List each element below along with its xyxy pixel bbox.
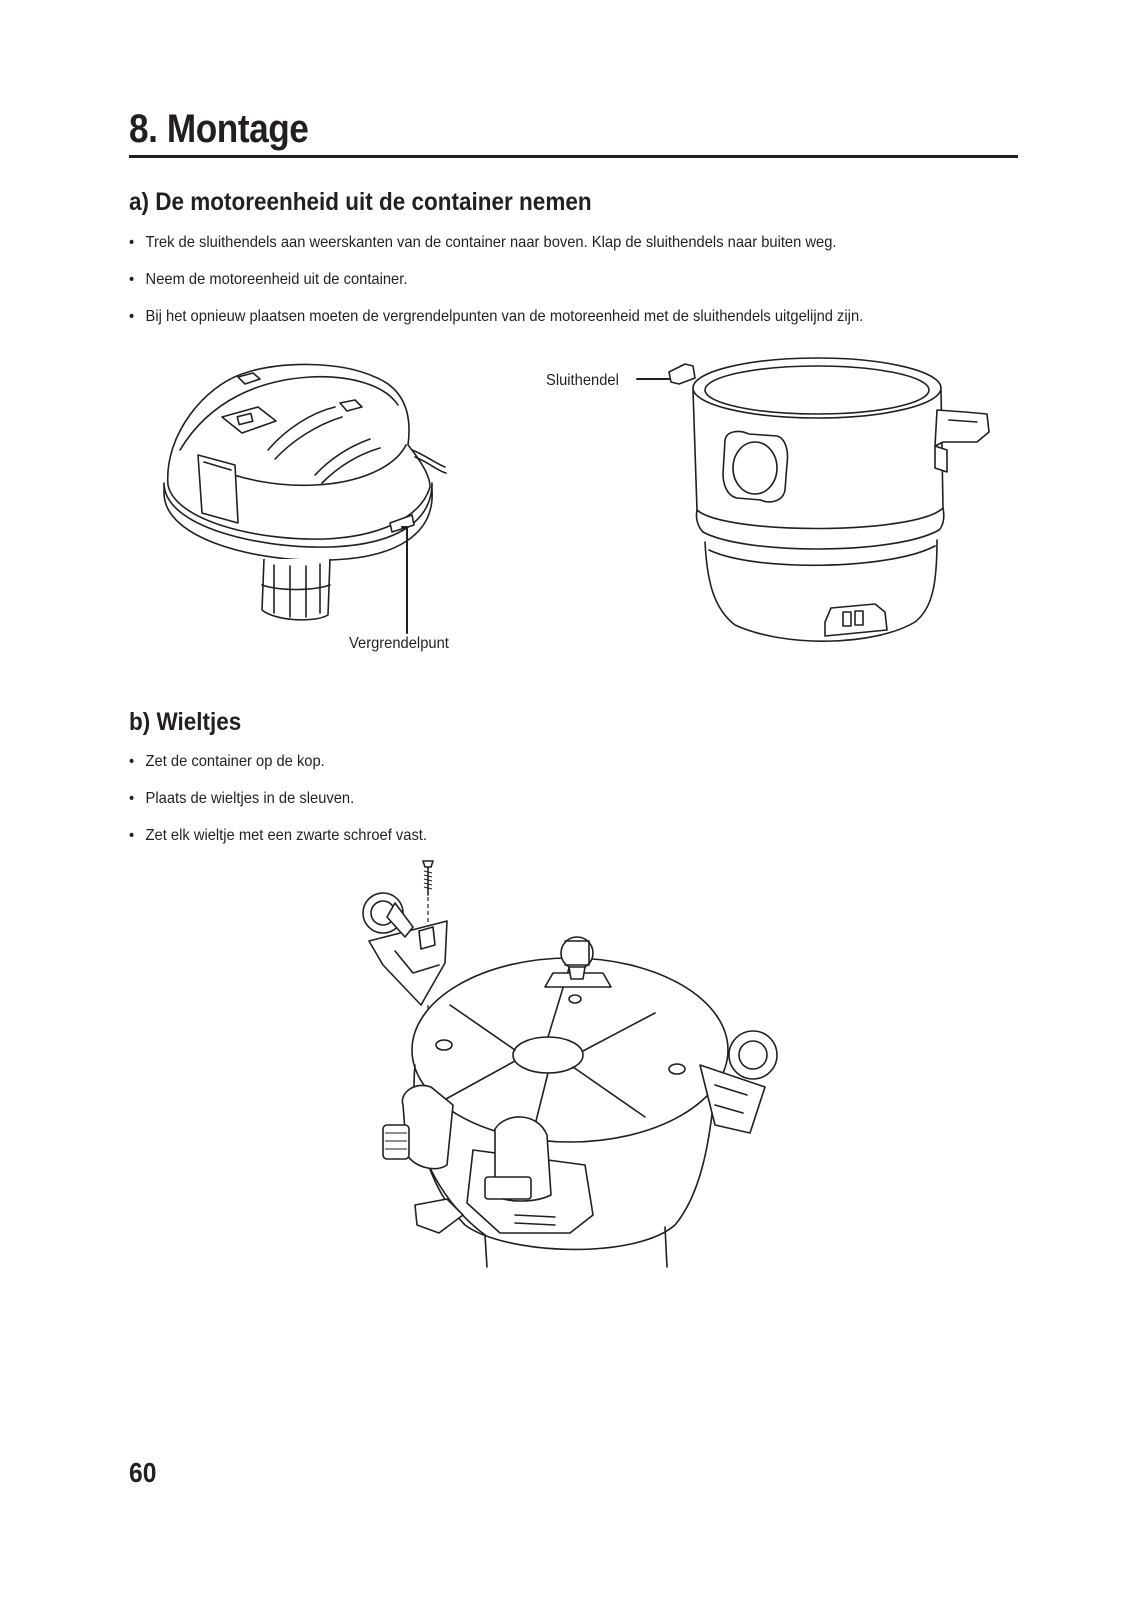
list-item: • Zet elk wieltje met een zwarte schroef vast.	[129, 827, 427, 844]
list-item: • Trek de sluithendels aan weerskanten van de container naar boven. Klap de sluithendels naar buiten weg.	[129, 234, 837, 251]
screw-icon	[423, 861, 433, 895]
list-item: • Neem de motoreenheid uit de container.	[129, 271, 408, 288]
motor-unit-illustration	[150, 355, 480, 655]
wheels-illustration	[355, 855, 800, 1270]
section-a-heading: a) De motoreenheid uit de container nemen	[129, 188, 592, 216]
closing-lever-label: Sluithendel	[546, 372, 619, 389]
title-rule	[129, 155, 1018, 158]
section-b-heading: b) Wieltjes	[129, 708, 242, 736]
container-illustration	[665, 350, 1010, 650]
section-a-bullet-list	[129, 233, 927, 344]
list-item: • Plaats de wieltjes in de sleuven.	[129, 790, 355, 807]
locking-point-label: Vergrendelpunt	[349, 635, 449, 652]
section-b-bullet-list	[129, 752, 453, 863]
list-item: • Zet de container op de kop.	[129, 753, 325, 770]
list-item: • Bij het opnieuw plaatsen moeten de vergrendelpunten van de motoreenheid met de sluithendels uitgelijnd zijn.	[129, 308, 864, 325]
page-number: 60	[129, 1457, 157, 1488]
page-title: 8. Montage	[129, 107, 309, 151]
